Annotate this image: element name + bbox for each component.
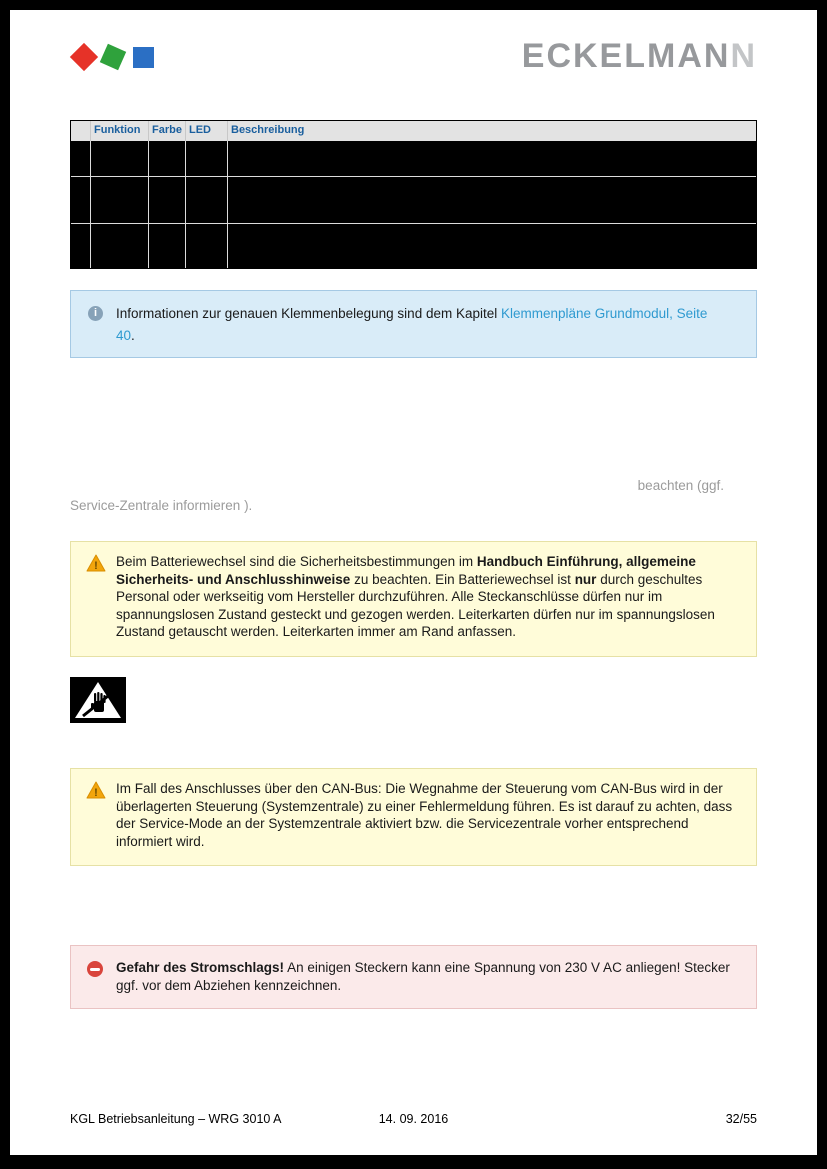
table-cell bbox=[186, 224, 228, 268]
warning-icon bbox=[86, 781, 106, 799]
footer-date: 14. 09. 2016 bbox=[378, 1112, 449, 1126]
table-cell bbox=[71, 177, 91, 223]
warning-text-bold: nur bbox=[574, 571, 597, 587]
table-cell bbox=[91, 141, 149, 176]
eckelmann-logo bbox=[70, 43, 162, 73]
table-header-farbe: Farbe bbox=[149, 121, 186, 141]
paragraph-fragment-right: beachten (ggf. bbox=[637, 478, 724, 493]
table-header-beschreibung: Beschreibung bbox=[231, 124, 305, 136]
table-cell bbox=[71, 141, 91, 176]
logo-blue-square-icon bbox=[133, 47, 154, 68]
danger-note-text bbox=[116, 959, 742, 994]
danger-bold-text: Gefahr des Stromschlags! bbox=[116, 960, 285, 975]
table-row bbox=[71, 223, 756, 268]
table-header-led: LED bbox=[186, 121, 228, 141]
table-cell bbox=[149, 177, 186, 223]
esd-warning-icon bbox=[70, 677, 126, 723]
info-note bbox=[70, 290, 757, 358]
signal-table bbox=[70, 120, 757, 269]
footer-document-title: KGL Betriebsanleitung – WRG 3010 A bbox=[70, 1112, 282, 1126]
info-text: Informationen zur genauen Klemmenbelegung sind dem Kapitel bbox=[116, 306, 501, 321]
table-row bbox=[71, 176, 756, 223]
danger-note-shock bbox=[70, 945, 757, 1009]
svg-text:!: ! bbox=[94, 560, 98, 572]
warning-text-segment: Beim Batteriewechsel sind die Sicherheitsbestimmungen im bbox=[116, 554, 477, 569]
wordmark-last: N bbox=[730, 37, 757, 75]
warning-battery-text bbox=[116, 553, 742, 641]
table-row bbox=[71, 141, 756, 176]
table-cell bbox=[149, 224, 186, 268]
link-text-line1: Klemmenpläne Grundmodul, Seite bbox=[501, 306, 708, 321]
paragraph-fragment-left: Service-Zentrale informieren ). bbox=[70, 498, 253, 513]
warning-text-segment: durch geschultes Personal oder werkseitig vom Hersteller durchzuführen. Alle Steckanschlüsse dürfen nur im spannungslosen Zustand gesteckt und gezogen werden. Leiterkarten dürfen nur im spannungslosen Zustand getauscht werden. Leiterkarten immer am Rand anfassen. bbox=[116, 571, 715, 640]
logo-green-square-icon bbox=[100, 44, 126, 70]
footer-page-number: 32/55 bbox=[725, 1112, 757, 1126]
warning-note-battery bbox=[70, 541, 757, 657]
table-header-row bbox=[71, 121, 756, 141]
table-header-funktion: Funktion bbox=[91, 121, 149, 141]
danger-text: An einigen Steckern kann eine Spannung von 230 V AC anliegen! Stecker ggf. vor dem Abziehen kennzeichnen. bbox=[116, 960, 730, 993]
link-text-line2: 40 bbox=[116, 328, 132, 343]
table-cell bbox=[186, 177, 228, 223]
warning-text-segment: zu beachten. Ein Batteriewechsel ist bbox=[350, 571, 575, 587]
table-cell bbox=[228, 177, 756, 223]
warning-note-canbus bbox=[70, 768, 757, 866]
eckelmann-wordmark bbox=[522, 37, 757, 76]
info-text-suffix: . bbox=[131, 328, 135, 343]
table-cell bbox=[186, 141, 228, 176]
warning-icon bbox=[86, 554, 106, 572]
info-note-text bbox=[116, 303, 742, 347]
table-cell bbox=[91, 224, 149, 268]
logo-red-square-icon bbox=[70, 43, 98, 71]
table-cell bbox=[228, 141, 756, 176]
no-entry-icon bbox=[87, 961, 103, 977]
table-header-empty bbox=[71, 121, 91, 141]
wordmark-main: ECKELMAN bbox=[521, 37, 731, 75]
svg-text:!: ! bbox=[94, 787, 98, 799]
table-cell bbox=[149, 141, 186, 176]
warning-canbus-text: Im Fall des Anschlusses über den CAN-Bus: Die Wegnahme der Steuerung vom CAN-Bus wird in der überlagerten Steuerung (Systemzentrale) zu einer Fehlermeldung führen. Es ist darauf zu achten, dass der Service-Mode an der Systemzentrale aktiviert bzw. die Servicezentrale vorher entsprechend informiert wird. bbox=[116, 781, 733, 849]
info-icon: i bbox=[88, 306, 103, 321]
warning-text-bold: Handbuch Einführung, allgemeine Sicherheits- und Anschlusshinweise bbox=[116, 554, 696, 587]
table-cell bbox=[91, 177, 149, 223]
table-cell bbox=[228, 224, 756, 268]
table-cell bbox=[71, 224, 91, 268]
